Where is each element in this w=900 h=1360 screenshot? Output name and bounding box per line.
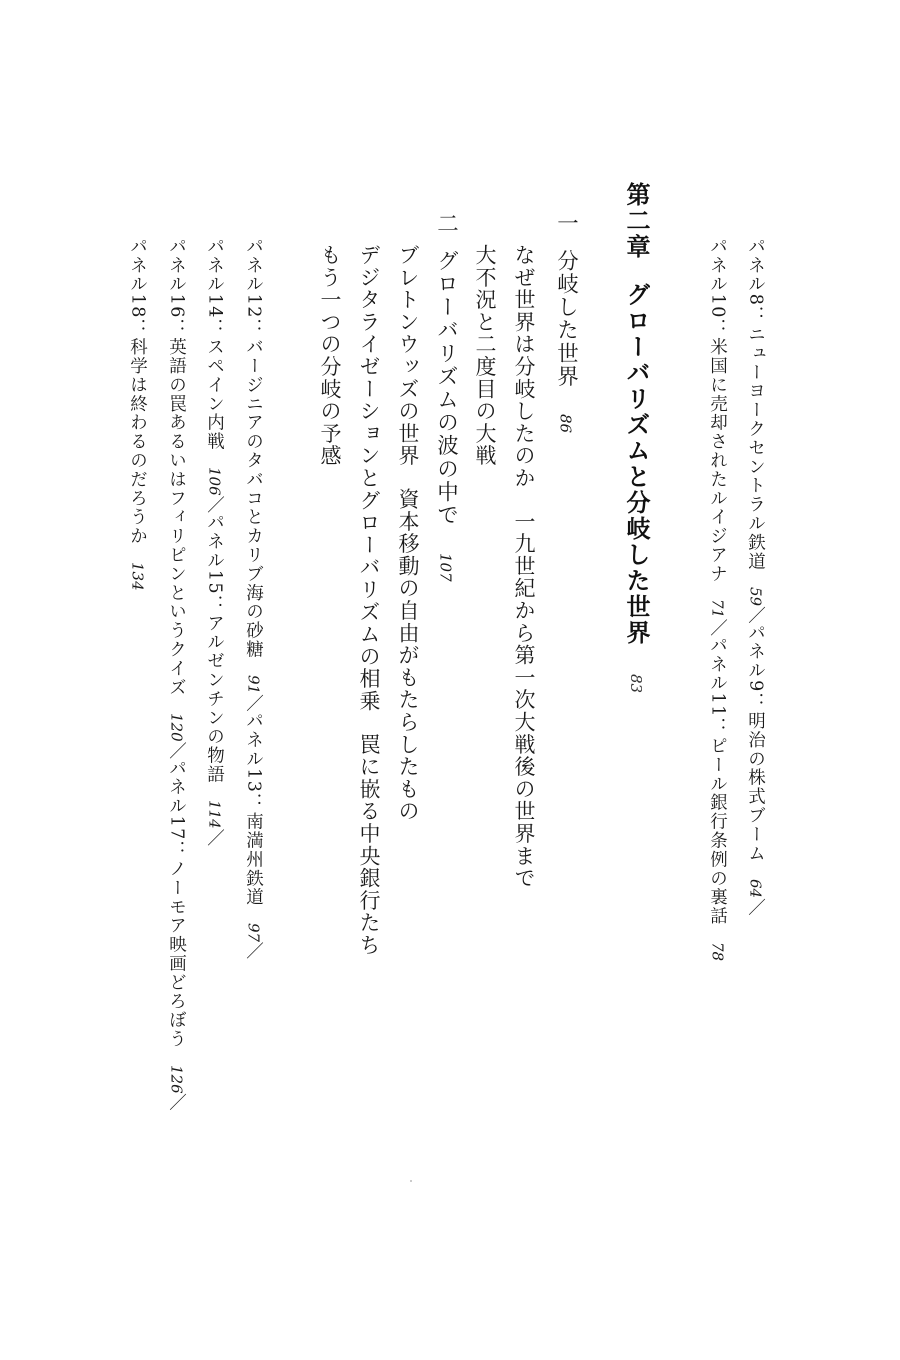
- separator: ／: [707, 618, 728, 636]
- separator: ／: [166, 1093, 187, 1111]
- page-number: 86: [556, 414, 575, 434]
- toc-entry-panel-14[interactable]: パネル14：スペイン内戦: [204, 237, 225, 452]
- section-1-heading: [555, 212, 577, 433]
- toc-entry-panel-9[interactable]: パネル9：明治の株式ブーム: [745, 623, 766, 863]
- toc-entry-panel-16[interactable]: パネル16：英語の罠あるいはフィリピンというクイズ: [166, 237, 187, 697]
- subsection-item[interactable]: 資本移動の自由がもたらしたもの: [396, 488, 420, 823]
- chapter-heading: [624, 182, 648, 693]
- subsection-item[interactable]: 罠に嵌る中央銀行たち: [357, 733, 381, 957]
- toc-line-panel-16-17: [167, 237, 185, 1111]
- chapter-title[interactable]: グローバリズムと分岐した世界: [622, 282, 650, 646]
- section-number: 二: [433, 212, 459, 234]
- page-number: 134: [128, 561, 147, 591]
- separator: ／: [243, 694, 264, 712]
- page-number: 78: [708, 941, 727, 961]
- toc-entry-panel-8[interactable]: パネル8：ニューヨークセントラル鉄道: [745, 237, 766, 571]
- section-2-heading: [435, 212, 457, 581]
- page-number: 91: [244, 674, 263, 695]
- separator: ／: [166, 741, 187, 759]
- subsection-item[interactable]: ブレトンウッズの世界: [396, 244, 420, 467]
- separator: ／: [745, 897, 766, 916]
- toc-entry-panel-18[interactable]: パネル18：科学は終わるのだろうか: [127, 237, 148, 546]
- toc-entry-panel-12[interactable]: パネル12：バージニアのタバコとカリブ海の砂糖: [243, 237, 264, 659]
- toc-line-panel-18: [128, 237, 146, 590]
- page-number: 114: [205, 800, 224, 829]
- toc-entry-panel-17[interactable]: パネル17：ノーモア映画どろぼう: [166, 758, 187, 1049]
- chapter-label: 第二章: [622, 182, 650, 260]
- section-1-subitems-line-1: [513, 244, 534, 889]
- page-speck: [410, 1180, 412, 1182]
- section-title[interactable]: グローバリズムの波の中で: [433, 249, 459, 527]
- chapter-page-number: 83: [627, 674, 645, 694]
- section-title[interactable]: 分岐した世界: [553, 249, 579, 389]
- page-number: 64: [746, 878, 765, 898]
- toc-entry-panel-13[interactable]: パネル13：南満州鉄道: [243, 711, 264, 907]
- toc-entry-panel-11[interactable]: パネル11：ピール銀行条例の裏話: [707, 635, 728, 926]
- section-2-subitems-line-1: [397, 244, 418, 823]
- page-number: 71: [708, 599, 727, 619]
- separator: ／: [745, 605, 766, 624]
- toc-entry-panel-15[interactable]: パネル15：アルゼンチンの物語: [204, 513, 225, 784]
- subsection-item[interactable]: なぜ世界は分岐したのか: [512, 244, 536, 490]
- toc-line-panel-14-15: [205, 237, 223, 846]
- subsection-item[interactable]: もう一つの分岐の予感: [318, 244, 342, 467]
- toc-line-panel-8-9: [746, 237, 764, 915]
- separator: ／: [243, 941, 264, 960]
- section-2-subitems-line-3: [319, 244, 340, 467]
- page-number: 59: [746, 586, 765, 606]
- section-1-subitems-line-2: [474, 244, 495, 467]
- separator: ／: [204, 828, 225, 847]
- toc-line-panel-10-11: [708, 237, 726, 961]
- toc-entry-panel-10[interactable]: パネル10：米国に売却されたルイジアナ: [707, 237, 728, 584]
- subsection-item[interactable]: 大不況と二度目の大戦: [473, 244, 497, 467]
- toc-line-panel-12-13: [244, 237, 262, 959]
- separator: ／: [204, 495, 225, 514]
- page-number: 126: [167, 1064, 186, 1094]
- page-number: 97: [244, 922, 263, 942]
- page-number: 120: [167, 712, 186, 742]
- page-number: 107: [436, 552, 455, 582]
- section-number: 一: [553, 212, 579, 234]
- subsection-item[interactable]: 一九世紀から第一次大戦後の世界まで: [512, 510, 536, 890]
- subsection-item[interactable]: デジタライゼーションとグローバリズムの相乗: [357, 244, 381, 713]
- page-number: 106: [205, 467, 224, 496]
- section-2-subitems-line-2: [358, 244, 379, 956]
